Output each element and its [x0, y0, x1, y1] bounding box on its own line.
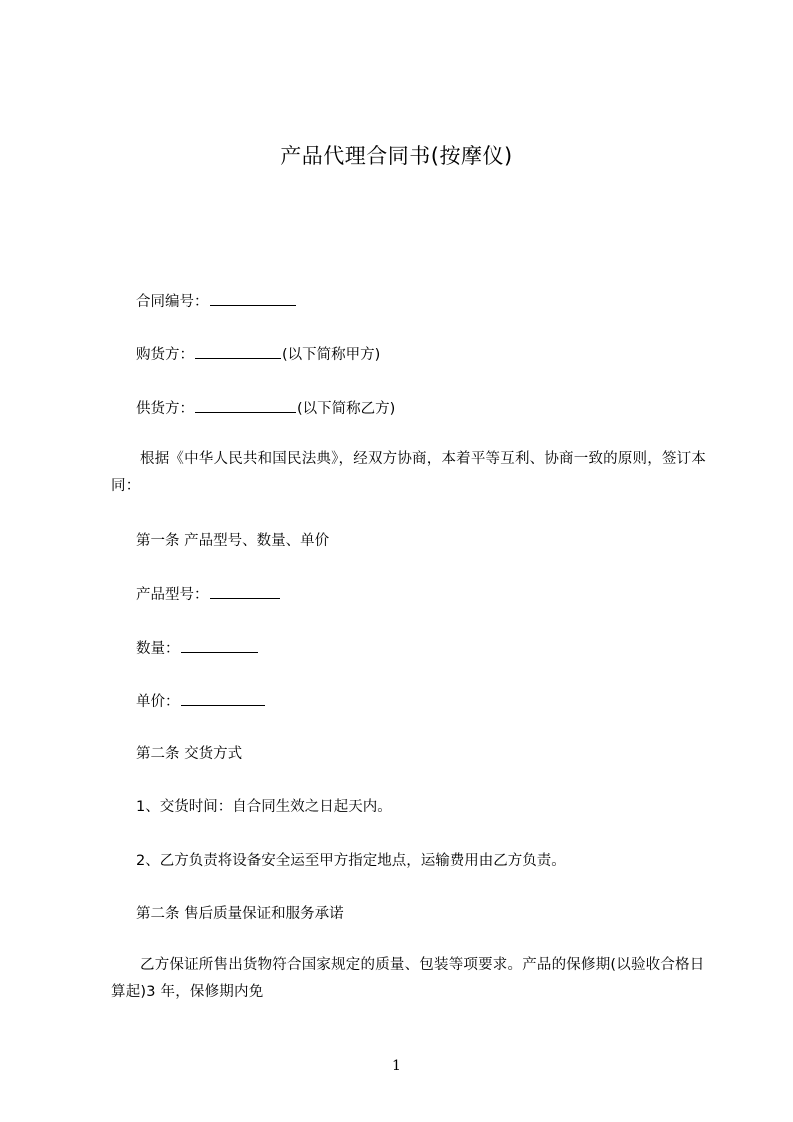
seller-line — [136, 398, 395, 419]
buyer-suffix: (以下简称甲方) — [282, 347, 381, 363]
delivery-item-1: 1、交货时间：自合同生效之日起天内。 — [136, 799, 392, 815]
page-number: 1 — [392, 1058, 401, 1074]
buyer-line — [136, 344, 380, 365]
seller-label: 供货方： — [136, 401, 194, 417]
intro-paragraph: 根据《中华人民共和国民法典》，经双方协商，本着平等互利、协商一致的原则，签订本同： — [111, 451, 707, 494]
contract-number-line — [136, 291, 297, 312]
model-line — [136, 584, 281, 605]
quantity-blank — [181, 638, 258, 653]
article2-heading: 第二条 交货方式 — [136, 746, 243, 762]
price-blank — [181, 691, 265, 706]
model-blank — [210, 584, 280, 599]
delivery-item-2: 2、乙方负责将设备安全运至甲方指定地点，运输费用由乙方负责。 — [136, 853, 566, 869]
price-line — [136, 691, 266, 712]
buyer-blank — [195, 344, 281, 359]
document-title: 产品代理合同书(按摩仪) — [280, 144, 513, 168]
buyer-label: 购货方： — [136, 347, 194, 363]
price-label: 单价： — [136, 694, 180, 710]
seller-blank — [195, 398, 296, 413]
seller-suffix: (以下简称乙方) — [297, 401, 396, 417]
model-label: 产品型号： — [136, 587, 209, 603]
article1-heading: 第一条 产品型号、数量、单价 — [136, 533, 330, 549]
quantity-line — [136, 638, 259, 659]
contract-number-blank — [210, 291, 296, 306]
contract-number-label: 合同编号： — [136, 294, 209, 310]
article3-heading: 第二条 售后质量保证和服务承诺 — [136, 906, 344, 922]
quantity-label: 数量： — [136, 641, 180, 657]
warranty-paragraph: 乙方保证所售出货物符合国家规定的质量、包装等项要求。产品的保修期(以验收合格日算起)3 年，保修期内免 — [111, 957, 705, 1000]
